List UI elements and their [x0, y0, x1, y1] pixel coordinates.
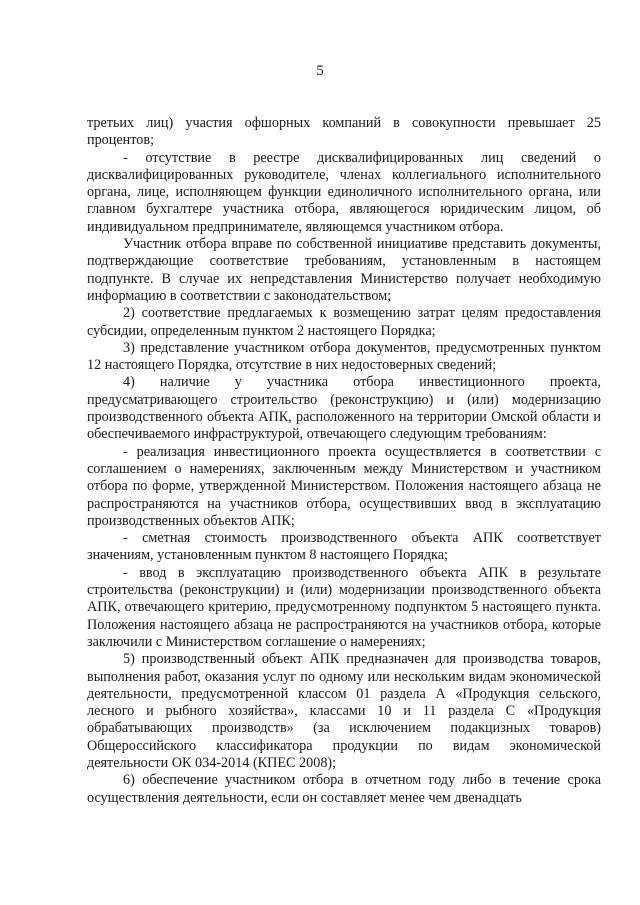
paragraph: 6) обеспечение участником отбора в отчетном году либо в течение срока осуществления деятельности, если он составляет менее чем двенадцать [87, 772, 601, 806]
paragraph: 4) наличие у участника отбора инвестиционного проекта, предусматривающего строительство (реконструкцию) и (или) модернизацию производственного объекта АПК, расположенного на территории Омской области и обеспечиваемого инфраструктурой, отвечающего следующим требованиям: [87, 374, 601, 443]
paragraph: 2) соответствие предлагаемых к возмещению затрат целям предоставления субсидии, определенным пунктом 2 настоящего Порядка; [87, 305, 601, 339]
paragraph: Участник отбора вправе по собственной инициативе представить документы, подтверждающие соответствие требованиям, установленным в настоящем подпункте. В случае их непредставления Министерство получает необходимую информацию в соответствии с законодательством; [87, 236, 601, 304]
paragraph: 5) производственный объект АПК предназначен для производства товаров, выполнения работ, оказания услуг по одному или нескольким видам экономической деятельности, предусмотренной классом 01 раздела А «Продукция сельского, лесного и рыбного хозяйства», классами 10 и 11 раздела С «Продукция обрабатывающих производств» (за исключением подакцизных товаров) Общероссийского классификатора продукции по видам экономической деятельности ОК 034-2014 (КПЕС 2008); [87, 651, 601, 771]
paragraph: - отсутствие в реестре дисквалифицированных лиц сведений о дисквалифицированных руководителе, членах коллегиального исполнительного органа, лице, исполняющем функции единоличного исполнительного органа, или главном бухгалтере участника отбора, являющегося юридическим лицом, об индивидуальном предпринимателе, являющемся участником отбора. [87, 149, 601, 235]
document-body [87, 115, 601, 807]
paragraph: - сметная стоимость производственного объекта АПК соответствует значениям, установленным пунктом 8 настоящего Порядка; [87, 530, 601, 564]
paragraph: 3) представление участником отбора документов, предусмотренных пунктом 12 настоящего Порядка, отсутствие в них недостоверных сведений; [87, 339, 601, 374]
paragraph: - ввод в эксплуатацию производственного объекта АПК в результате строительства (реконструкции) и (или) модернизации производственного объекта АПК, отвечающего критерию, предусмотренному подпунктом 5 настоящего пункта. Положения настоящего абзаца не распространяются на участников отбора, которые заключили с Министерством соглашение о намерениях; [87, 564, 601, 650]
paragraph: третьих лиц) участия офшорных компаний в совокупности превышает 25 процентов; [87, 115, 601, 149]
page-number: 5 [316, 63, 324, 79]
paragraph: - реализация инвестиционного проекта осуществляется в соответствии с соглашением о намерениях, заключенным между Министерством и участником отбора по форме, утвержденной Министерством. Положения настоящего абзаца не распространяются на участников отбора, осуществивших ввод в эксплуатацию производственных объектов АПК; [87, 443, 601, 529]
